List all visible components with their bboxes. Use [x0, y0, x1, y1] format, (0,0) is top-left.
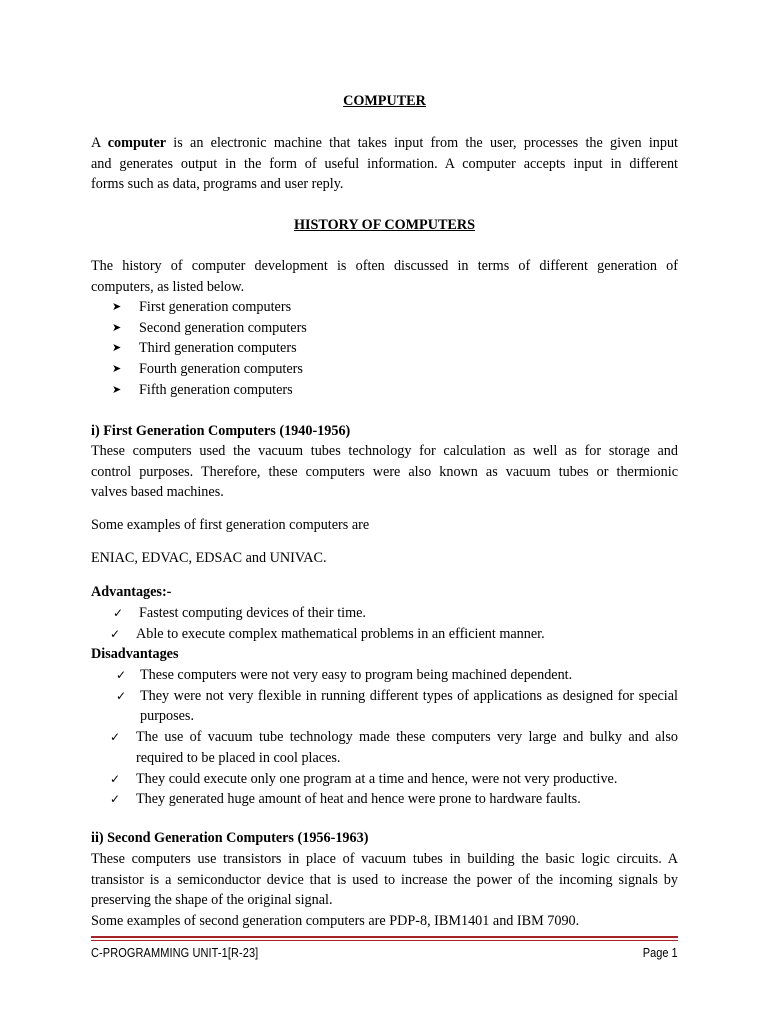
- arrow-bullet-icon: ➤: [112, 300, 122, 313]
- first-gen-examples: ENIAC, EDVAC, EDSAC and UNIVAC.: [91, 550, 327, 566]
- second-gen-description: [91, 849, 678, 932]
- list-item: ✓ These computers were not very easy to program being machined dependent.: [91, 665, 678, 686]
- second-gen-line-2: transistor is a semiconductor device that is used to increase the power of the incoming signals by: [91, 871, 678, 888]
- intro-line-1: A computer is an electronic machine that takes input from the user, processes the given input: [91, 135, 678, 151]
- footer-course-label: C-PROGRAMMING UNIT-1[R-23]: [91, 946, 259, 960]
- first-gen-examples-intro: Some examples of first generation computers are: [91, 517, 370, 533]
- second-gen-line-3: preserving the shape of the original signal.: [91, 892, 333, 909]
- list-item: ✓ They were not very flexible in running different types of applications as designed for special purposes.: [116, 687, 678, 725]
- checkmark-icon: ✓: [116, 668, 127, 682]
- first-gen-description: [91, 441, 678, 503]
- intro-bold-term: computer: [107, 135, 167, 151]
- document-page: [91, 0, 678, 1024]
- arrow-bullet-icon: ➤: [112, 362, 122, 376]
- checkmark-icon: ✓: [110, 771, 121, 786]
- arrow-bullet-icon: ➤: [112, 320, 122, 334]
- list-item: ✓ They could execute only one program at a time and hence, were not very productive.: [91, 769, 678, 790]
- arrow-bullet-icon: ➤: [112, 382, 122, 396]
- list-item: ✓ Fastest computing devices of their time.: [91, 603, 678, 624]
- history-intro-line-1: The history of computer development is often discussed in terms of different generation of: [91, 258, 678, 274]
- page-title: COMPUTER: [343, 93, 426, 109]
- history-title: HISTORY OF COMPUTERS: [293, 217, 476, 233]
- list-item: ➤ Fourth generation computers: [91, 359, 678, 380]
- first-gen-line-1: These computers used the vacuum tubes technology for calculation as well as for storage and: [91, 443, 678, 459]
- disadvantages-heading: Disadvantages: [91, 646, 179, 662]
- list-item: ➤ Fifth generation computers: [91, 380, 678, 401]
- list-item: ➤ Second generation computers: [91, 318, 678, 339]
- generation-list: [91, 297, 678, 400]
- checkmark-icon: ✓: [110, 730, 121, 745]
- history-intro-line-2: computers, as listed below.: [91, 278, 245, 295]
- checkmark-icon: ✓: [110, 792, 121, 807]
- list-item: ✓ Able to execute complex mathematical problems in an efficient manner.: [91, 624, 678, 645]
- advantages-list: [91, 603, 678, 644]
- intro-line-3: forms such as data, programs and user reply.: [91, 176, 344, 193]
- checkmark-icon: ✓: [116, 688, 127, 703]
- list-item: ➤ Third generation computers: [91, 338, 678, 359]
- checkmark-icon: ✓: [110, 626, 121, 641]
- second-gen-line-1: These computers use transistors in place of vacuum tubes in building the basic logic circuits. A: [91, 851, 678, 867]
- intro-line-2: and generates output in the form of useful information. A computer accepts input in different: [91, 155, 678, 172]
- checkmark-icon: ✓: [113, 606, 124, 620]
- list-item: ➤ First generation computers: [91, 297, 678, 318]
- second-gen-line-4: Some examples of second generation computers are PDP-8, IBM1401 and IBM 7090.: [91, 913, 580, 930]
- first-gen-line-2: control purposes. Therefore, these computers were also known as vacuum tubes or thermionic: [91, 463, 678, 480]
- footer-divider-thin: [91, 940, 678, 941]
- first-gen-line-3: valves based machines.: [91, 484, 224, 501]
- footer-divider: [91, 936, 678, 938]
- disadvantages-list: [91, 665, 678, 810]
- second-gen-heading: ii) Second Generation Computers (1956-1963): [91, 830, 369, 846]
- intro-paragraph: [91, 133, 678, 195]
- list-item: ✓ They generated huge amount of heat and hence were prone to hardware faults.: [91, 789, 678, 810]
- history-intro: [91, 256, 678, 297]
- list-item: ✓ The use of vacuum tube technology made these computers very large and bulky and also required to be placed in cool places.: [110, 729, 678, 766]
- footer-page-number: Page 1: [643, 946, 678, 960]
- first-gen-heading: i) First Generation Computers (1940-1956): [91, 423, 351, 439]
- arrow-bullet-icon: ➤: [112, 341, 122, 355]
- advantages-heading: Advantages:-: [91, 584, 172, 600]
